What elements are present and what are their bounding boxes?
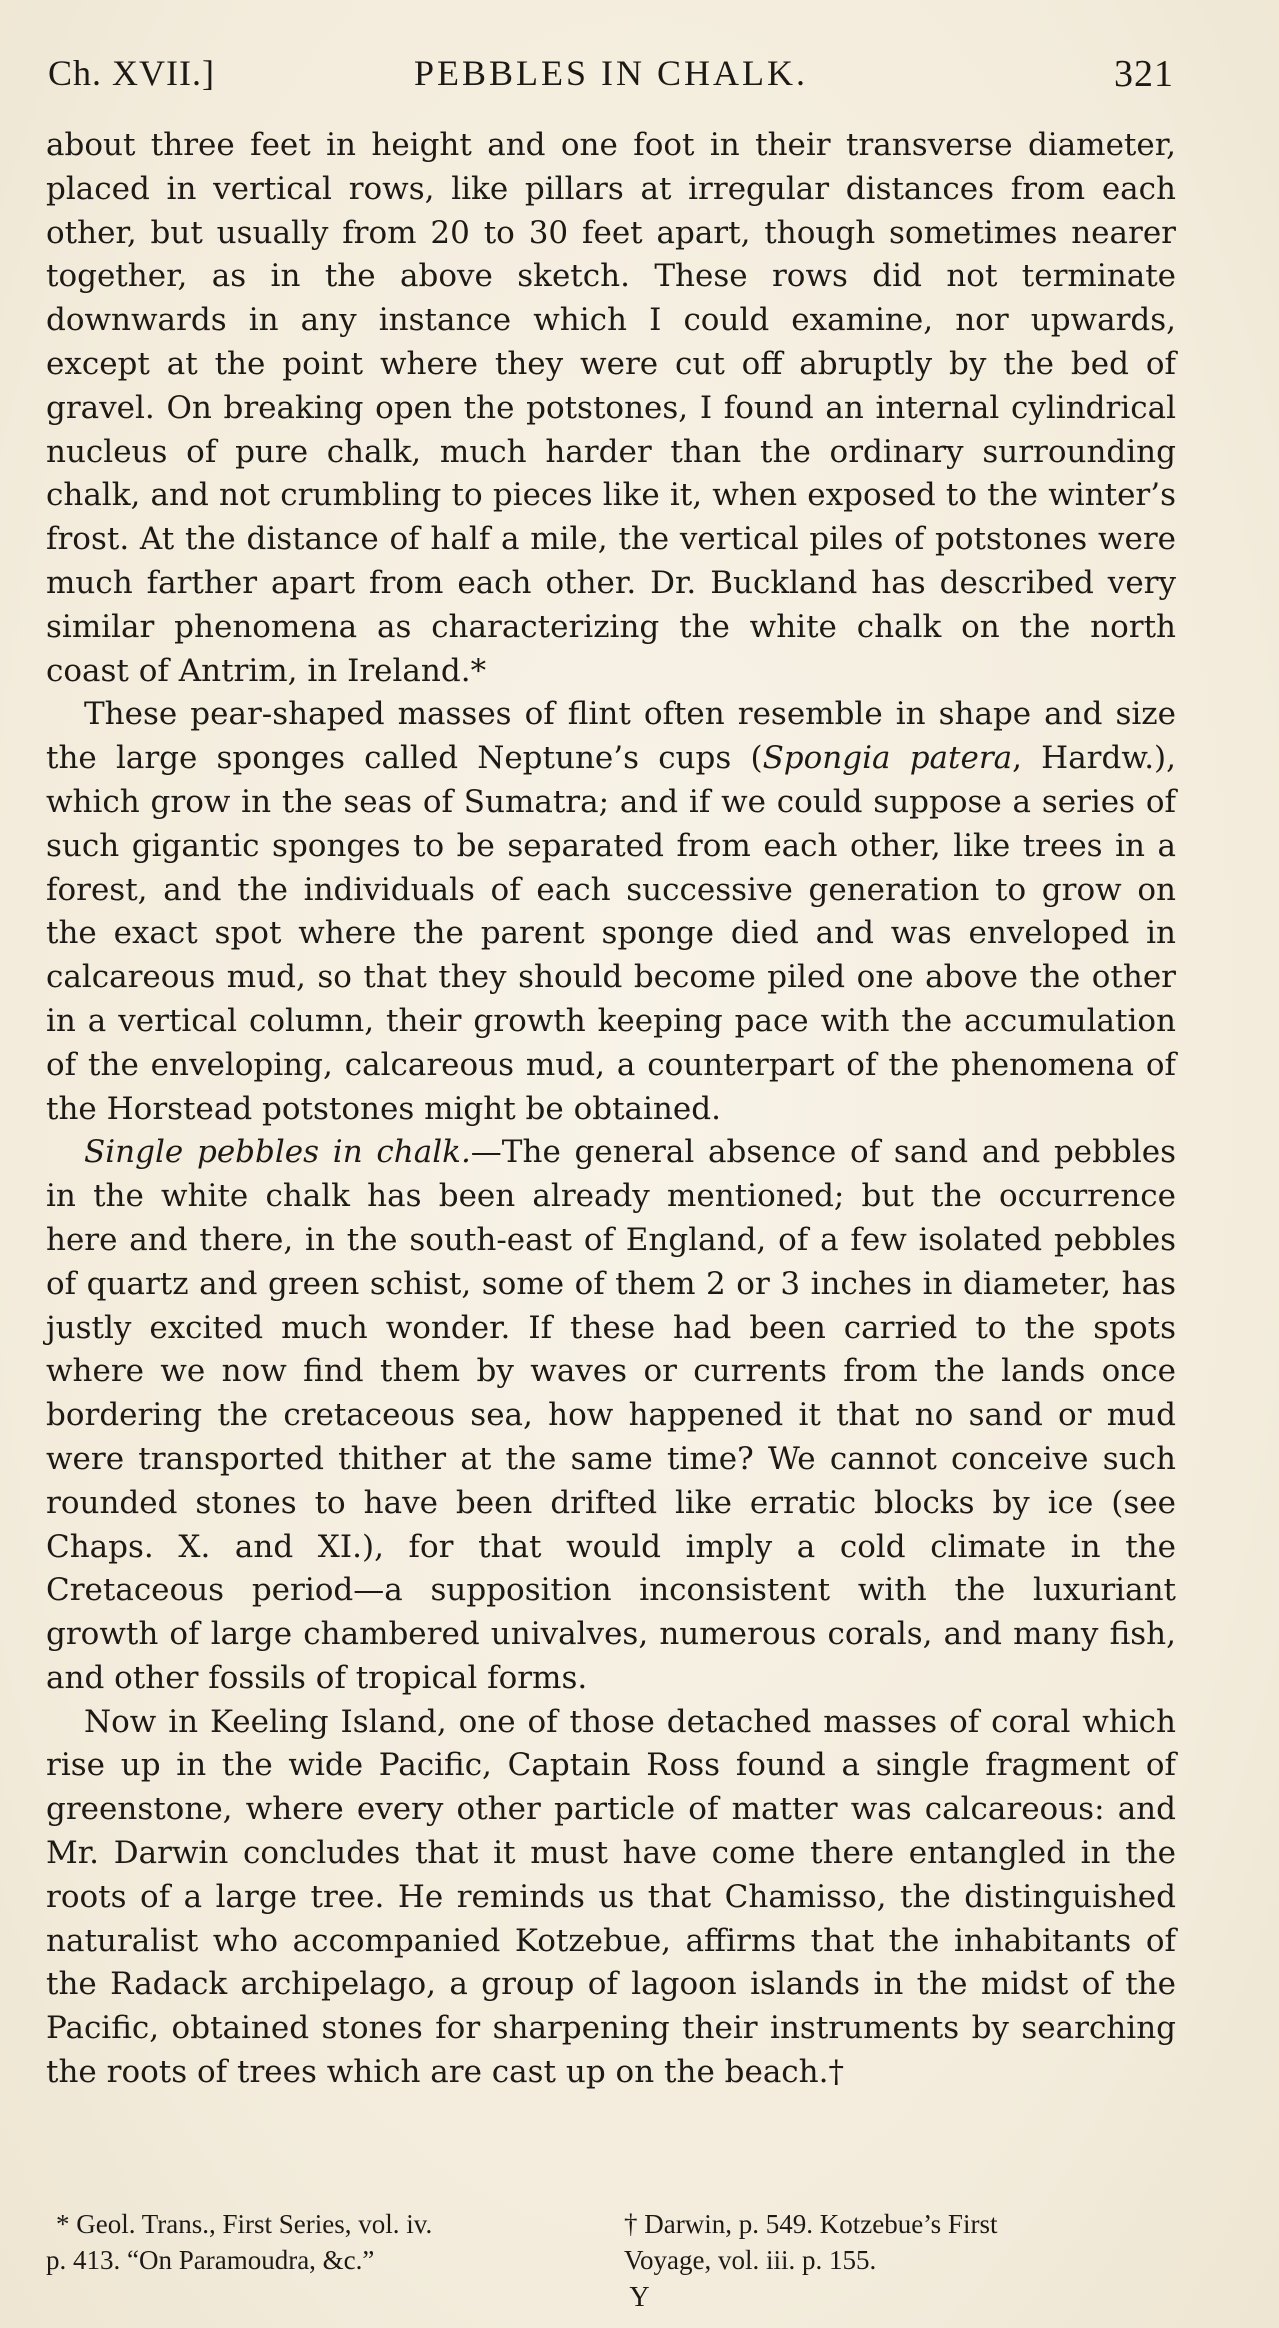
paragraph-p2 — [46, 693, 1176, 1131]
paragraph-text: These pear-shaped masses of flint often resemble in shape and size the large sponges called Neptune’s cups ( — [46, 696, 1176, 777]
signature-mark: Y — [629, 2282, 650, 2313]
body-text — [46, 124, 1176, 2095]
footnote-line: * Geol. Trans., First Series, vol. iv. — [56, 2209, 433, 2239]
footnote-line: p. 413. “On Paramoudra, &c.” — [46, 2245, 375, 2275]
page-number: 321 — [1114, 53, 1174, 95]
italic-text: Spongia patera — [762, 740, 1013, 777]
running-header — [48, 52, 1174, 102]
footnote-line: Voyage, vol. iii. p. 155. — [624, 2245, 877, 2275]
paragraph-text: —The general absence of sand and pebbles in the white chalk has been already mentioned; but the occurrence here and there, in the south-east of England, of a few isolated pebbles of quartz and green schist, some of them 2 or 3 inches in diameter, has justly excited much wonder. If these had been carried to the spots where we now find them by waves or currents from the lands once bordering the cretaceous sea, how happened it that no sand or mud were transported thither at the same time? We cannot conceive such rounded stones to have been drifted like erratic blocks by ice (see Chaps. X. and XI.), for that would imply a cold climate in the Cretaceous period—a supposition inconsistent with the luxuriant growth of large chambered univalves, numerous corals, and many fish, and other fossils of tropical forms. — [46, 1134, 1176, 1696]
footnote-line: † Darwin, p. 549. Kotzebue’s First — [624, 2209, 998, 2239]
paragraph-text: , Hardw.), which grow in the seas of Sumatra; and if we could suppose a series of such gigantic sponges to be separated from each other, like trees in a forest, and the individuals of each successive generation to grow on the exact spot where the parent sponge died and was enveloped in calcareous mud, so that they should become piled one above the other in a vertical column, their growth keeping pace with the accumulation of the enveloping, calcareous mud, a counterpart of the phenomena of the Horstead potstones might be obtained. — [46, 740, 1176, 1127]
footnote-geol-trans — [46, 2206, 606, 2278]
paragraph-p3 — [46, 1131, 1176, 1700]
chapter-label: Ch. XVII.] — [48, 53, 215, 93]
paragraph-text: about three feet in height and one foot in their transverse diameter, placed in vertical rows, like pillars at irregular distances from each other, but usually from 20 to 30 feet apart, though sometimes nearer together, as in the above sketch. These rows did not terminate downwards in any instance which I could examine, nor upwards, except at the point where they were cut off abruptly by the bed of gravel. On breaking open the potstones, I found an internal cylindrical nucleus of pure chalk, much harder than the ordinary surrounding chalk, and not crumbling to pieces like it, when exposed to the winter’s frost. At the distance of half a mile, the vertical piles of potstones were much farther apart from each other. Dr. Buckland has described very similar phenomena as characterizing the white chalk on the north coast of Antrim, in Ireland.* — [46, 127, 1176, 689]
italic-text: Single pebbles in chalk. — [84, 1134, 471, 1171]
paragraph-p4 — [46, 1701, 1176, 2095]
paragraph-text: Now in Keeling Island, one of those detached masses of coral which rise up in the wide Pacific, Captain Ross found a single fragment of greenstone, where every other particle of matter was calcareous: and Mr. Darwin concludes that it must have come there entangled in the roots of a large tree. He reminds us that Chamisso, the distinguished naturalist who accompanied Kotzebue, affirms that the inhabitants of the Radack archipelago, a group of lagoon islands in the midst of the Pacific, obtained stones for sharpening their instruments by searching the roots of trees which are cast up on the beach.† — [46, 1703, 1176, 2091]
paragraph-p1 — [46, 124, 1176, 693]
running-title: PEBBLES IN CHALK. — [413, 53, 809, 93]
footnote-darwin — [624, 2206, 1184, 2278]
